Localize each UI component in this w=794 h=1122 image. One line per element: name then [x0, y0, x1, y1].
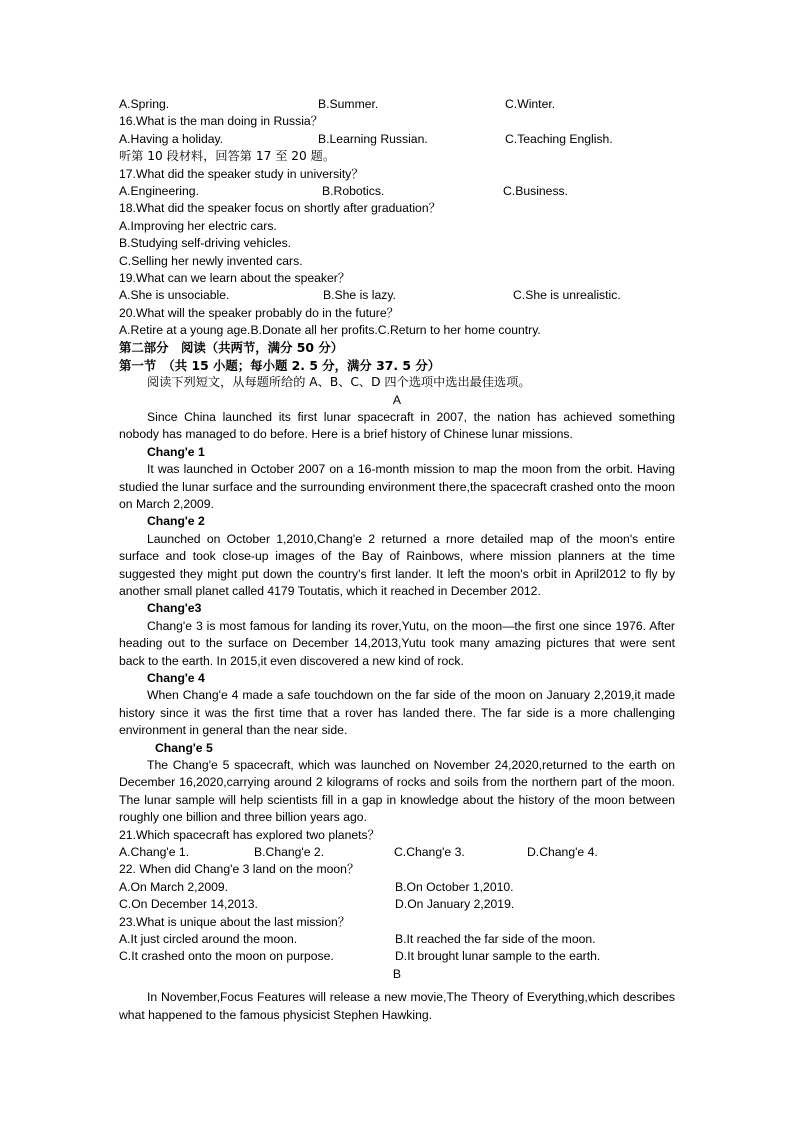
- option: B.Robotics.: [322, 183, 385, 198]
- q16-options: [119, 131, 675, 148]
- question-23: 23.What is unique about the last mission？: [119, 914, 351, 929]
- q20-options: A.Retire at a young age.B.Donate all her profits.C.Return to her home country.: [119, 323, 541, 338]
- section-heading: Chang'e3: [147, 601, 202, 616]
- section-text: The Chang'e 5 spacecraft, which was launched on November 24,2020,returned to the earth on December 16,2020,carrying around 2 kilograms of rocks and soils from the northern part of the moon. The lunar sample will help scientists fill in a gap in knowledge about the history of the moon between roughly one billion and three billion years ago.: [119, 758, 675, 825]
- section-10-instruction: 听第 10 段材料，回答第 17 至 20 题。: [119, 149, 336, 164]
- exam-page: [119, 96, 675, 1024]
- option: C.Business.: [503, 183, 569, 198]
- option: D.On January 2,2019.: [395, 897, 515, 912]
- option: C.Selling her newly invented cars.: [119, 253, 303, 268]
- reading-instruction: 阅读下列短文，从每题所给的 A、B、C、D 四个选项中选出最佳选项。: [147, 375, 531, 390]
- passage-label-b: B: [392, 966, 402, 981]
- option: A.On March 2,2009.: [119, 879, 229, 894]
- q15-options: [119, 96, 675, 113]
- q19-options: [119, 287, 675, 304]
- question-19: 19.What can we learn about the speaker？: [119, 270, 351, 285]
- option: B.It reached the far side of the moon.: [395, 932, 596, 947]
- section-heading: Chang'e 1: [147, 444, 205, 459]
- section-text: Launched on October 1,2010,Chang'e 2 returned a rnore detailed map of the moon's entire surface and took close-up images of the Bay of Rainbows, where mission planners at the time suggested they might put down the country's first lander. It left the moon's orbit in April2012 to fly by another small planet called 4179 Toutatis, which it reached in December 2012.: [119, 531, 675, 599]
- option: C.On December 14,2013.: [119, 897, 258, 912]
- question-17: 17.What did the speaker study in university？: [119, 166, 364, 181]
- section-heading: Chang'e 5: [155, 740, 213, 755]
- section-heading: Chang'e 4: [147, 671, 205, 686]
- section-heading: Chang'e 2: [147, 514, 205, 529]
- question-20: 20.What will the speaker probably do in the future？: [119, 305, 399, 320]
- option: A.It just circled around the moon.: [119, 932, 298, 947]
- q23-options-row1: [119, 931, 675, 948]
- option: C.Winter.: [505, 97, 556, 111]
- q22-options-row1: [119, 879, 675, 896]
- option: A.Engineering.: [119, 183, 199, 198]
- passage-label-a: A: [392, 392, 402, 407]
- passage-intro: Since China launched its first lunar spacecraft in 2007, the nation has achieved something nobody has managed to do before. Here is a brief history of Chinese lunar missions.: [119, 410, 675, 442]
- question-18: 18.What did the speaker focus on shortly after graduation？: [119, 201, 441, 216]
- section-title: 第一节 （共 15 小题；每小题 2. 5 分，满分 37. 5 分）: [119, 357, 441, 373]
- question-21: 21.Which spacecraft has explored two planets？: [119, 827, 380, 842]
- option: A.She is unsociable.: [119, 288, 230, 303]
- option: D.It brought lunar sample to the earth.: [395, 949, 601, 964]
- question-16: 16.What is the man doing in Russia？: [119, 114, 323, 129]
- option: A.Chang'e 1.: [119, 845, 190, 860]
- option: C.She is unrealistic.: [513, 288, 621, 303]
- question-22: 22. When did Chang'e 3 land on the moon？: [119, 862, 360, 877]
- option: B.Studying self-driving vehicles.: [119, 236, 292, 251]
- option: C.Teaching English.: [505, 131, 613, 146]
- option: A.Improving her electric cars.: [119, 218, 277, 233]
- option: B.Summer.: [318, 97, 379, 111]
- section-text: When Chang'e 4 made a safe touchdown on the far side of the moon on January 2,2019,it made history since it was the first time that a rover has landed there. The far side is a more challenging environment in general than the near side.: [119, 688, 675, 738]
- option: C.Chang'e 3.: [394, 845, 465, 860]
- passage-b-intro: In November,Focus Features will release a new movie,The Theory of Everything,which describes what happened to the famous physicist Stephen Hawking.: [119, 990, 675, 1022]
- section-text: It was launched in October 2007 on a 16-month mission to map the moon from the orbit. Having studied the lunar surface and the surrounding environment there,the spacecraft crashed onto the moon on March 2,2009.: [119, 462, 675, 512]
- option: C.It crashed onto the moon on purpose.: [119, 949, 334, 964]
- option: A.Spring.: [119, 97, 170, 111]
- section-text: Chang'e 3 is most famous for landing its rover,Yutu, on the moon—the first one since 1976. After heading out to the surface on December 14,2013,Yutu took many amazing pictures that were sent back to the earth. In 2015,it even discovered a new kind of rock.: [119, 618, 675, 668]
- option: A.Having a holiday.: [119, 131, 224, 146]
- part-title: 第二部分 阅读（共两节，满分 50 分）: [119, 340, 344, 356]
- option: D.Chang'e 4.: [527, 845, 598, 860]
- q22-options-row2: [119, 896, 675, 913]
- option: B.She is lazy.: [323, 288, 396, 303]
- q17-options: [119, 183, 675, 200]
- option: B.Chang'e 2.: [254, 845, 325, 860]
- q23-options-row2: [119, 948, 675, 965]
- q21-options: [119, 844, 675, 861]
- option: B.On October 1,2010.: [395, 879, 514, 894]
- option: B.Learning Russian.: [318, 131, 428, 146]
